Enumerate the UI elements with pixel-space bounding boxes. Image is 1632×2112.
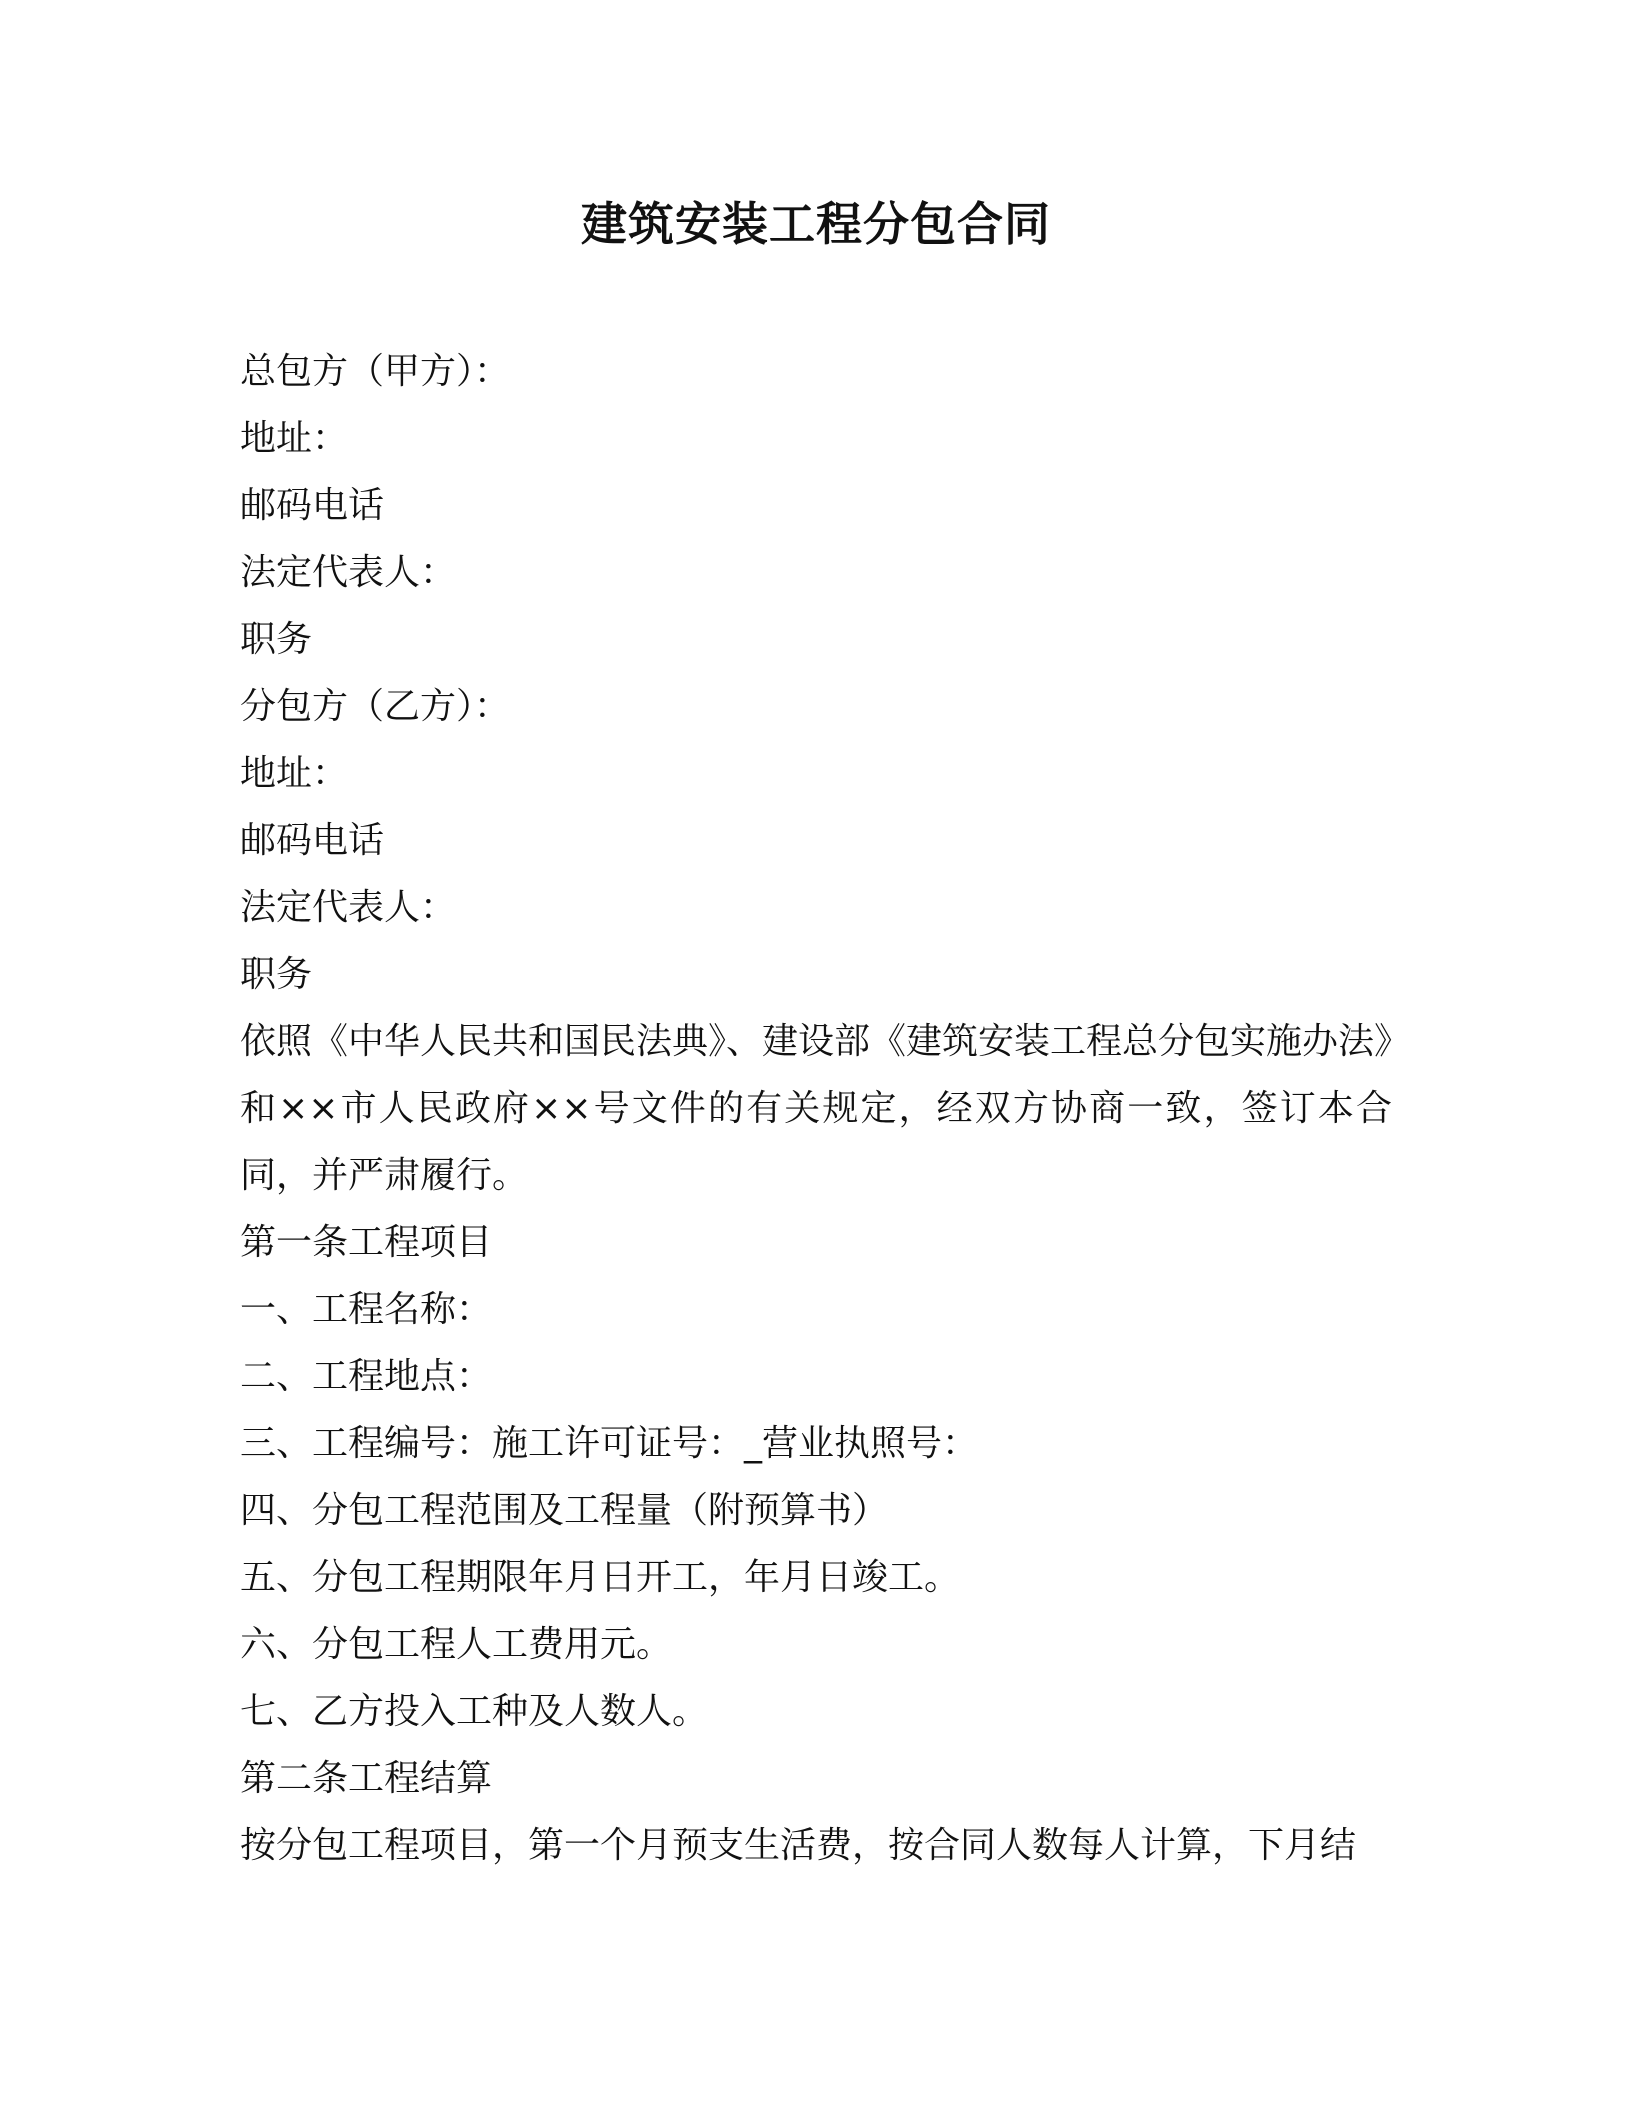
article-1-item: 二、工程地点：	[240, 1356, 493, 1397]
party-a-legal-rep-label: 法定代表人：	[240, 552, 457, 593]
preamble-paragraph: 依照《中华人民共和国民法典》、建设部《建筑安装工程总分包实施办法》和××市人民政府××号文件的有关规定，经双方协商一致，签订本合同，并严肃履行。	[240, 1021, 1393, 1196]
document-title: 建筑安装工程分包合同	[581, 197, 1051, 251]
party-b-position-label: 职务	[240, 954, 313, 995]
party-a-postcode-phone-label: 邮码电话	[240, 485, 385, 526]
party-b-name-label: 分包方（乙方）：	[240, 686, 511, 727]
party-a-name-label: 总包方（甲方）：	[240, 351, 511, 392]
article-1-heading: 第一条工程项目	[240, 1222, 493, 1263]
article-2-heading: 第二条工程结算	[240, 1758, 493, 1799]
party-a-address-label: 地址：	[240, 418, 349, 459]
article-1-item: 七、乙方投入工种及人数人。	[240, 1691, 709, 1732]
article-1-item: 五、分包工程期限年月日开工，年月日竣工。	[240, 1557, 961, 1598]
document-body	[240, 338, 1392, 1879]
article-1-item: 四、分包工程范围及工程量（附预算书）	[240, 1490, 889, 1531]
article-2-text: 按分包工程项目，第一个月预支生活费，按合同人数每人计算，下月结	[240, 1825, 1357, 1866]
party-a-position-label: 职务	[240, 619, 313, 660]
party-b-address-label: 地址：	[240, 753, 349, 794]
party-b-postcode-phone-label: 邮码电话	[240, 820, 385, 861]
article-1-item: 三、工程编号：施工许可证号：_营业执照号：	[240, 1423, 979, 1464]
party-b-legal-rep-label: 法定代表人：	[240, 887, 457, 928]
article-1-item: 六、分包工程人工费用元。	[240, 1624, 673, 1665]
article-1-item: 一、工程名称：	[240, 1289, 493, 1330]
